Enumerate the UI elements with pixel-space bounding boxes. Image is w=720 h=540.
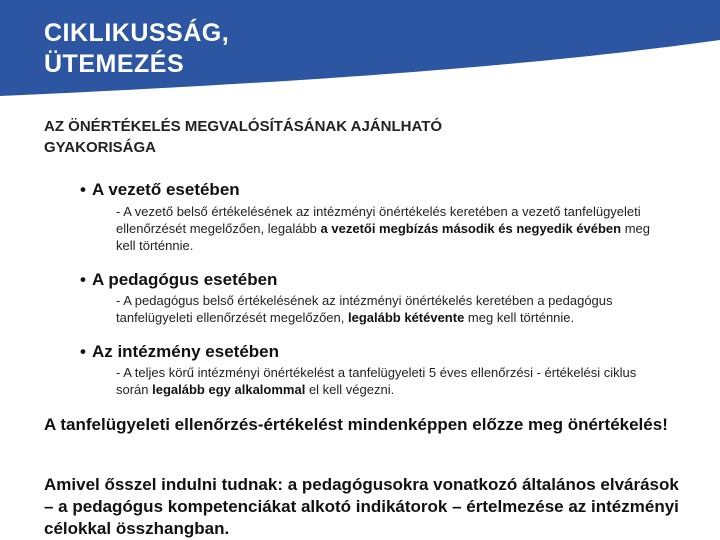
bullet-dot: • — [80, 270, 86, 289]
bullet-heading-pedagogus — [80, 270, 277, 290]
bullet-dot: • — [80, 342, 86, 361]
bullet-heading-text: A pedagógus esetében — [91, 270, 278, 289]
detail-text: - A pedagógus belső értékelésének az intézményi önértékelés keretében a pedagógus tanfelügyeleti ellenőrzését megelőzően, — [116, 293, 613, 325]
subtitle-line-1: AZ ÖNÉRTÉKELÉS MEGVALÓSÍTÁSÁNAK AJÁNLHATÓ — [44, 118, 443, 135]
bullet-heading-intezmeny — [80, 342, 279, 362]
bullet-heading-vezeto — [80, 180, 240, 200]
closing-paragraph: Amivel ősszel indulni tudnak: a pedagógusokra vonatkozó általános elvárások – a pedagógus kompetenciákat alkotó indikátorok – értelmezése az intézményi célokkal összhangban. — [44, 475, 679, 538]
bullet-dot: • — [80, 180, 86, 199]
detail-bold-text: a vezetői megbízás második és negyedik évében — [320, 221, 622, 236]
note-paragraph: A tanfelügyeleti ellenőrzés-értékelést mindenképpen előzze meg önértékelés! — [44, 415, 668, 434]
detail-text: - A teljes körű intézményi önértékelést a tanfelügyeleti 5 éves ellenőrzési - értékelési ciklus során — [116, 365, 637, 397]
subtitle-line-2: GYAKORISÁGA — [44, 139, 156, 156]
section-subtitle — [44, 116, 664, 158]
detail-text-end: meg kell történnie. — [464, 310, 575, 325]
bullet-heading-text: A vezető esetében — [91, 180, 240, 199]
bullet-heading-text: Az intézmény esetében — [91, 342, 280, 361]
detail-text: - A vezető belső értékelésének az intézményi önértékelés keretében a vezető tanfelügyeleti ellenőrzését megelőzően, legalább — [116, 204, 641, 236]
bullet-detail-pedagogus — [116, 292, 661, 326]
detail-text-end: el kell végezni. — [305, 382, 395, 397]
page-title — [44, 18, 229, 80]
title-line-1: CIKLIKUSSÁG, — [44, 19, 230, 47]
detail-bold-text: legalább egy alkalommal — [152, 382, 306, 397]
bullet-detail-vezeto — [116, 203, 661, 254]
detail-text-end: meg kell történnie. — [116, 221, 651, 253]
title-line-2: ÜTEMEZÉS — [44, 50, 185, 78]
bullet-detail-intezmeny — [116, 364, 661, 398]
detail-bold-text: legalább kétévente — [347, 310, 465, 325]
